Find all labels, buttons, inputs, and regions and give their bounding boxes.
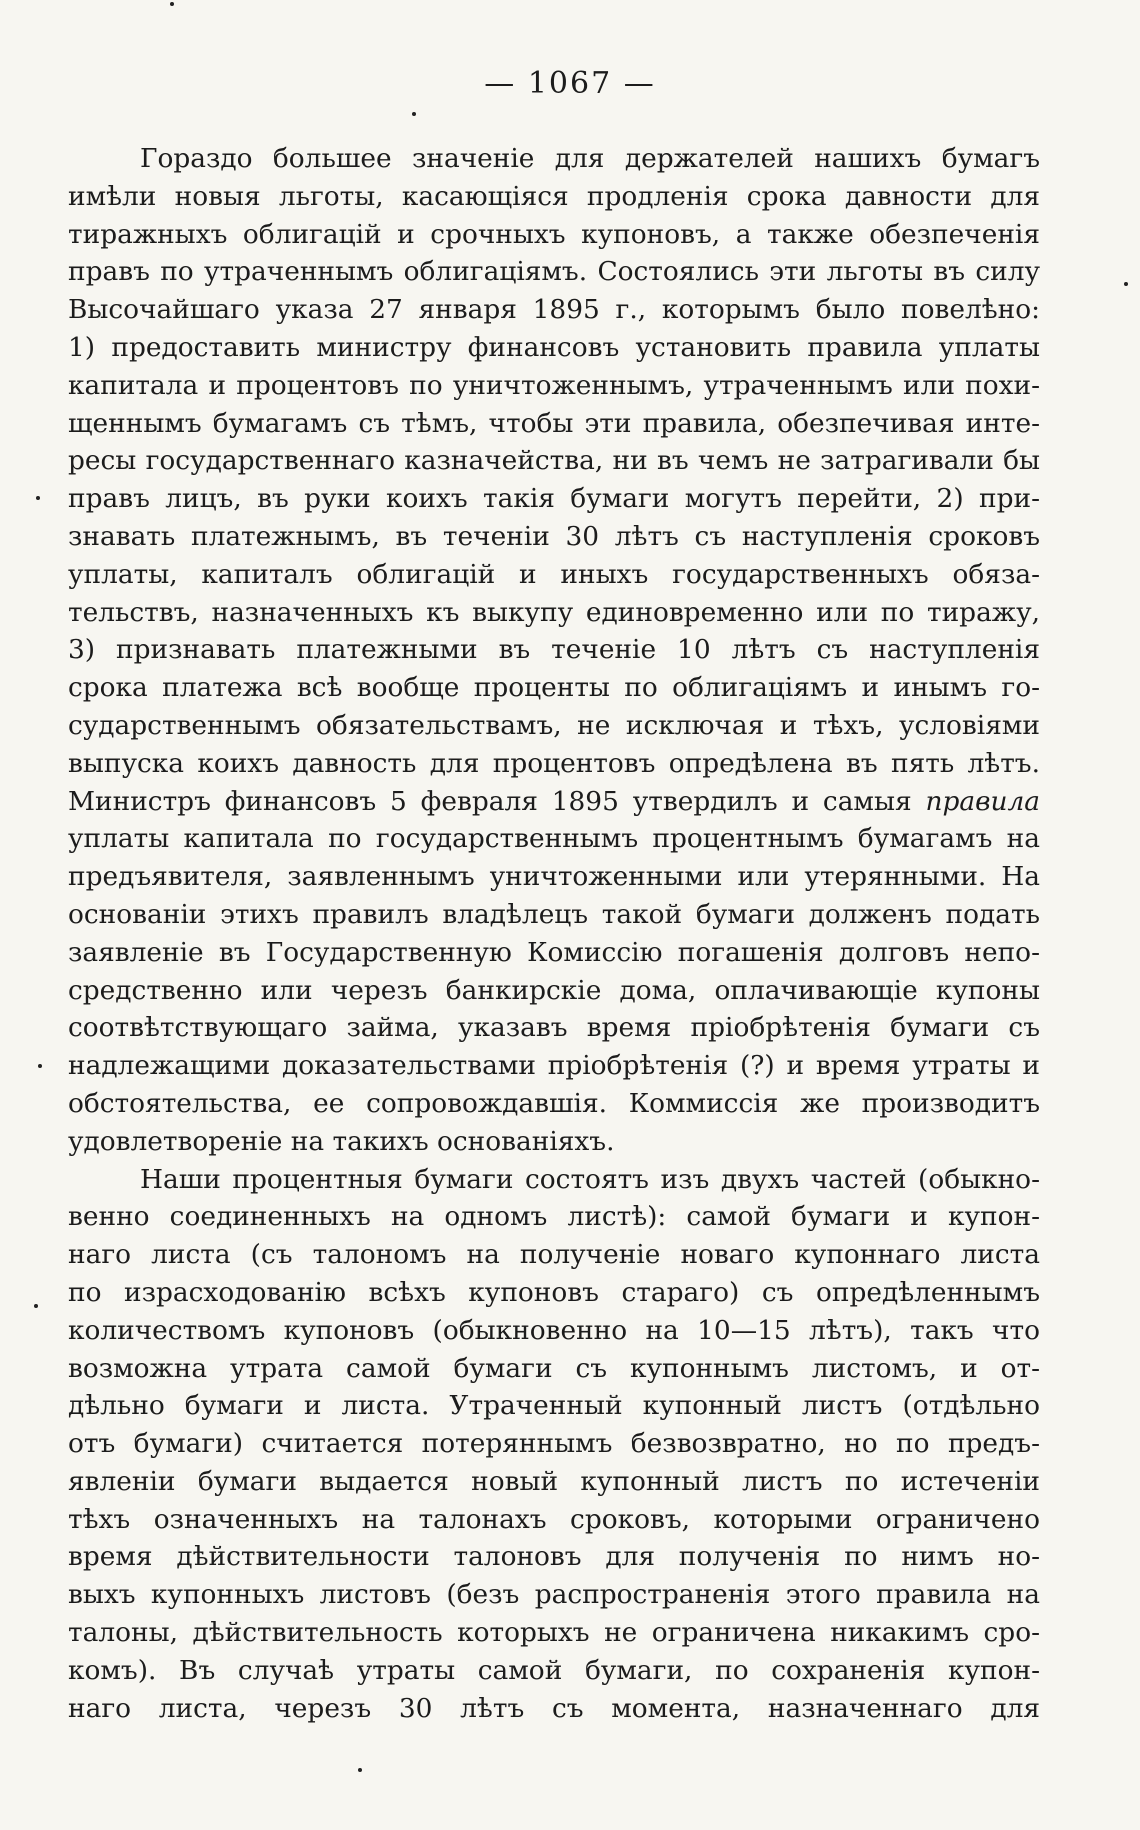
text-line: правъ лицъ, въ руки коихъ такія бумаги могутъ перейти, 2) при- — [68, 483, 1040, 515]
text-line: явленіи бумаги выдается новый купонный листъ по истеченіи — [68, 1465, 1040, 1497]
page-number: — 1067 — — [484, 66, 656, 101]
text-line: знавать платежнымъ, въ теченіи 30 лѣтъ съ наступленія сроковъ — [68, 520, 1040, 552]
text-line: заявленіе въ Государственную Комиссію погашенія долговъ непо- — [68, 936, 1040, 968]
paragraph-1 — [68, 140, 1040, 1161]
text-line: удовлетвореніе на такихъ основаніяхъ. — [68, 1125, 615, 1157]
text-line: Наши процентныя бумаги состоятъ изъ двухъ частей (обыкно- — [140, 1163, 1040, 1195]
text-line: количествомъ купоновъ (обыкновенно на 10—15 лѣтъ), такъ что — [68, 1314, 1040, 1346]
text-line: Высочайшаго указа 27 января 1895 г., которымъ было повелѣно: — [68, 294, 1040, 326]
body-text — [68, 140, 1040, 1727]
scan-speck — [36, 496, 40, 500]
text-line: возможна утрата самой бумаги съ купоннымъ листомъ, и от- — [68, 1352, 1040, 1384]
italic-word: правила — [925, 785, 1040, 817]
scan-speck — [170, 2, 174, 6]
text-line: время дѣйствительности талоновъ для полученія по нимъ но- — [68, 1541, 1040, 1573]
text-line: талоны, дѣйствительность которыхъ не ограничена никакимъ сро- — [68, 1617, 1040, 1649]
text-line: основаніи этихъ правилъ владѣлецъ такой бумаги долженъ подать — [68, 898, 1040, 930]
text-line: средственно или черезъ банкирскіе дома, оплачивающіе купоны — [68, 974, 1040, 1006]
text-line: Министръ финансовъ 5 февраля 1895 утвердилъ и самыя правила — [68, 785, 1040, 817]
text-line: срока платежа всѣ вообще проценты по облигаціямъ и инымъ го- — [68, 672, 1040, 704]
text-line: дѣльно бумаги и листа. Утраченный купонный листъ (отдѣльно — [68, 1390, 1040, 1422]
text-line: по израсходованію всѣхъ купоновъ стараго) съ опредѣленнымъ — [68, 1276, 1040, 1308]
text-line: соотвѣтствующаго займа, указавъ время пріобрѣтенія бумаги съ — [68, 1012, 1040, 1044]
text-line: капитала и процентовъ по уничтоженнымъ, утраченнымъ или похи- — [68, 369, 1040, 401]
text-line: сударственнымъ обязательствамъ, не исключая и тѣхъ, условіями — [68, 709, 1040, 741]
scan-speck — [1124, 282, 1128, 286]
text-line: отъ бумаги) считается потеряннымъ безвозвратно, но по предъ- — [68, 1428, 1040, 1460]
text-line: ресы государственнаго казначейства, ни въ чемъ не затрагивали бы — [68, 445, 1040, 477]
text-line: 1) предоставить министру финансовъ установить правила уплаты — [68, 331, 1040, 363]
scan-speck — [358, 1768, 362, 1772]
text-line: наго листа, черезъ 30 лѣтъ съ момента, назначеннаго для — [68, 1692, 1040, 1724]
text-line: комъ). Въ случаѣ утраты самой бумаги, по сохраненія купон- — [68, 1654, 1040, 1686]
text-line: предъявителя, заявленнымъ уничтоженными или утерянными. На — [68, 861, 1040, 893]
scan-speck — [38, 1064, 42, 1068]
text-line: правъ по утраченнымъ облигаціямъ. Состоялись эти льготы въ силу — [68, 256, 1040, 288]
text-line: выпуска коихъ давность для процентовъ опредѣлена въ пять лѣтъ. — [68, 747, 1040, 779]
scan-speck — [34, 1304, 38, 1308]
text-line: 3) признавать платежными въ теченіе 10 лѣтъ съ наступленія — [68, 634, 1040, 666]
text-line: надлежащими доказательствами пріобрѣтенія (?) и время утраты и — [68, 1050, 1040, 1082]
text-line: уплаты капитала по государственнымъ процентнымъ бумагамъ на — [68, 823, 1040, 855]
paragraph-2 — [68, 1161, 1040, 1728]
text-line: тельствъ, назначенныхъ къ выкупу единовременно или по тиражу, — [68, 596, 1040, 628]
text-line: тиражныхъ облигацій и срочныхъ купоновъ, а также обезпеченія — [68, 218, 1040, 250]
text-line: щеннымъ бумагамъ съ тѣмъ, чтобы эти правила, обезпечивая инте- — [68, 407, 1040, 439]
text-line: уплаты, капиталъ облигацій и иныхъ государственныхъ обяза- — [68, 558, 1040, 590]
text-line: венно соединенныхъ на одномъ листѣ): самой бумаги и купон- — [68, 1201, 1040, 1233]
scan-speck — [412, 112, 416, 116]
text-line: выхъ купонныхъ листовъ (безъ распространенія этого правила на — [68, 1579, 1040, 1611]
text-line: обстоятельства, ее сопровождавшія. Коммиссія же производитъ — [68, 1087, 1040, 1119]
text-line: Гораздо большее значеніе для держателей нашихъ бумагъ — [140, 143, 1040, 174]
text-line: наго листа (съ талономъ на полученіе новаго купоннаго листа — [68, 1239, 1040, 1271]
text-line: тѣхъ означенныхъ на талонахъ сроковъ, которыми ограничено — [68, 1503, 1040, 1535]
text-line: имѣли новыя льготы, касающіяся продленія срока давности для — [68, 180, 1040, 212]
